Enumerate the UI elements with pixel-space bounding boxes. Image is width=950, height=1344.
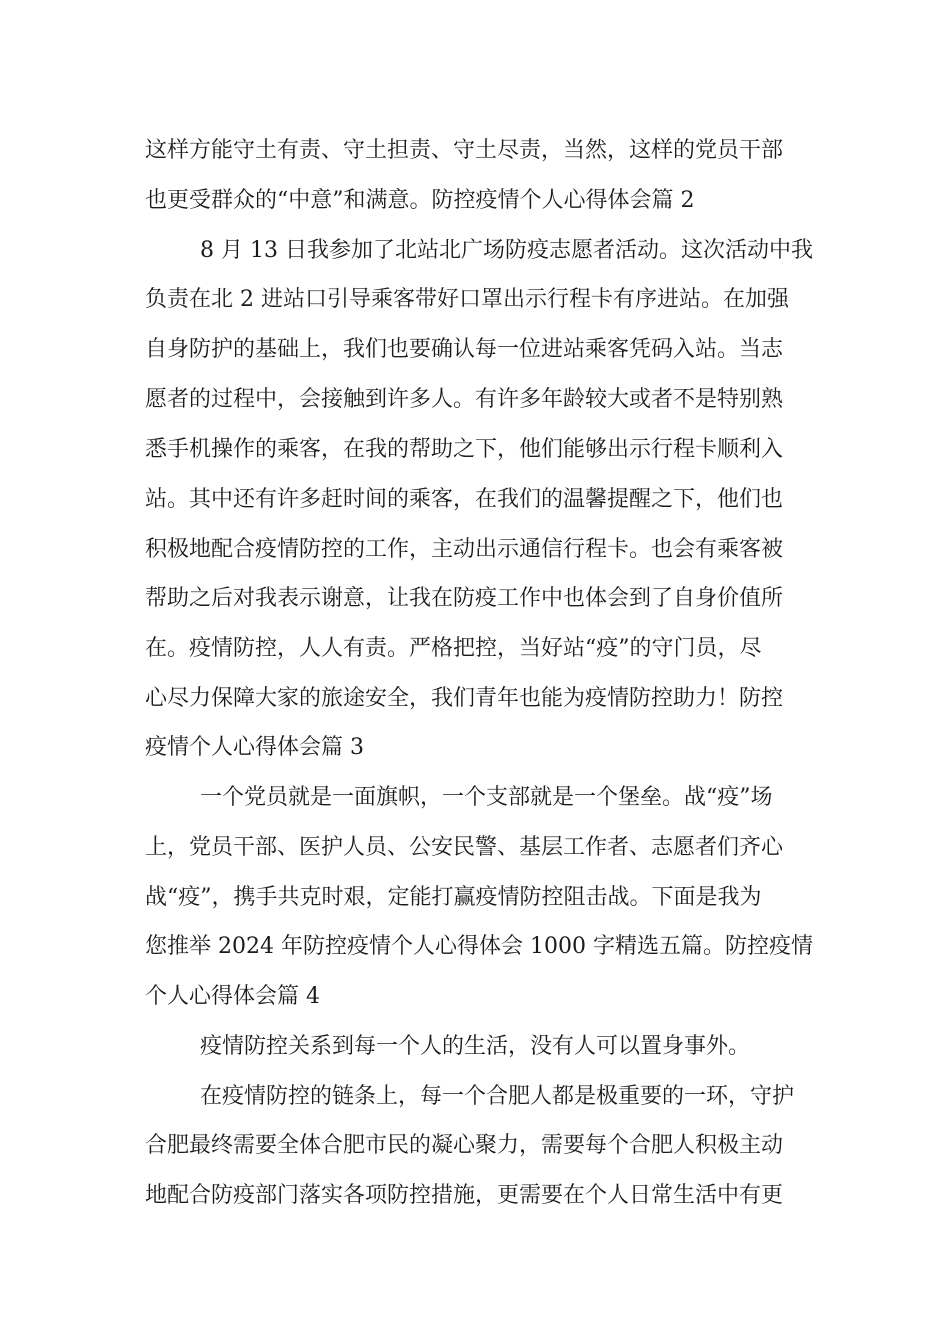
paragraph-start-line: 一个党员就是一面旗帜，一个支部就是一个堡垒。战“疫”场 [200, 785, 773, 810]
paragraph-start-line: 在疫情防控的链条上，每一个合肥人都是极重要的一环，守护 [200, 1084, 795, 1109]
text-line: 地配合防疫部门落实各项防控措施，更需要在个人日常生活中有更 [145, 1183, 784, 1208]
text-line: 合肥最终需要全体合肥市民的凝心聚力，需要每个合肥人积极主动 [145, 1133, 784, 1158]
text-line: 站。其中还有许多赶时间的乘客，在我们的温馨提醒之下，他们也 [145, 487, 784, 512]
text-line: 您推举 2024 年防控疫情个人心得体会 1000 字精选五篇。防控疫情 [145, 934, 813, 959]
text-line: 疫情个人心得体会篇 3 [145, 735, 364, 760]
text-line: 愿者的过程中，会接触到许多人。有许多年龄较大或者不是特别熟 [145, 387, 784, 412]
text-line: 也更受群众的“中意”和满意。防控疫情个人心得体会篇 2 [145, 188, 695, 213]
text-line: 战“疫”，携手共克时艰，定能打赢疫情防控阻击战。下面是我为 [145, 885, 762, 910]
paragraph-start-line: 8 月 13 日我参加了北站北广场防疫志愿者活动。这次活动中我 [200, 238, 813, 263]
text-line: 帮助之后对我表示谢意，让我在防疫工作中也体会到了自身价值所 [145, 586, 784, 611]
text-line: 悉手机操作的乘客，在我的帮助之下，他们能够出示行程卡顺利入 [145, 437, 784, 462]
text-line: 心尽力保障大家的旅途安全，我们青年也能为疫情防控助力！防控 [145, 686, 784, 711]
text-line: 积极地配合疫情防控的工作，主动出示通信行程卡。也会有乘客被 [145, 537, 784, 562]
text-line: 自身防护的基础上，我们也要确认每一位进站乘客凭码入站。当志 [145, 337, 784, 362]
text-line: 个人心得体会篇 4 [145, 984, 320, 1009]
text-line: 这样方能守土有责、守土担责、守土尽责，当然，这样的党员干部 [145, 138, 784, 163]
text-line: 上，党员干部、医护人员、公安民警、基层工作者、志愿者们齐心 [145, 835, 784, 860]
paragraph-start-line: 疫情防控关系到每一个人的生活，没有人可以置身事外。 [200, 1034, 751, 1059]
text-line: 在。疫情防控，人人有责。严格把控，当好站“疫”的守门员，尽 [145, 636, 762, 661]
text-line: 负责在北 2 进站口引导乘客带好口罩出示行程卡有序进站。在加强 [145, 287, 789, 312]
